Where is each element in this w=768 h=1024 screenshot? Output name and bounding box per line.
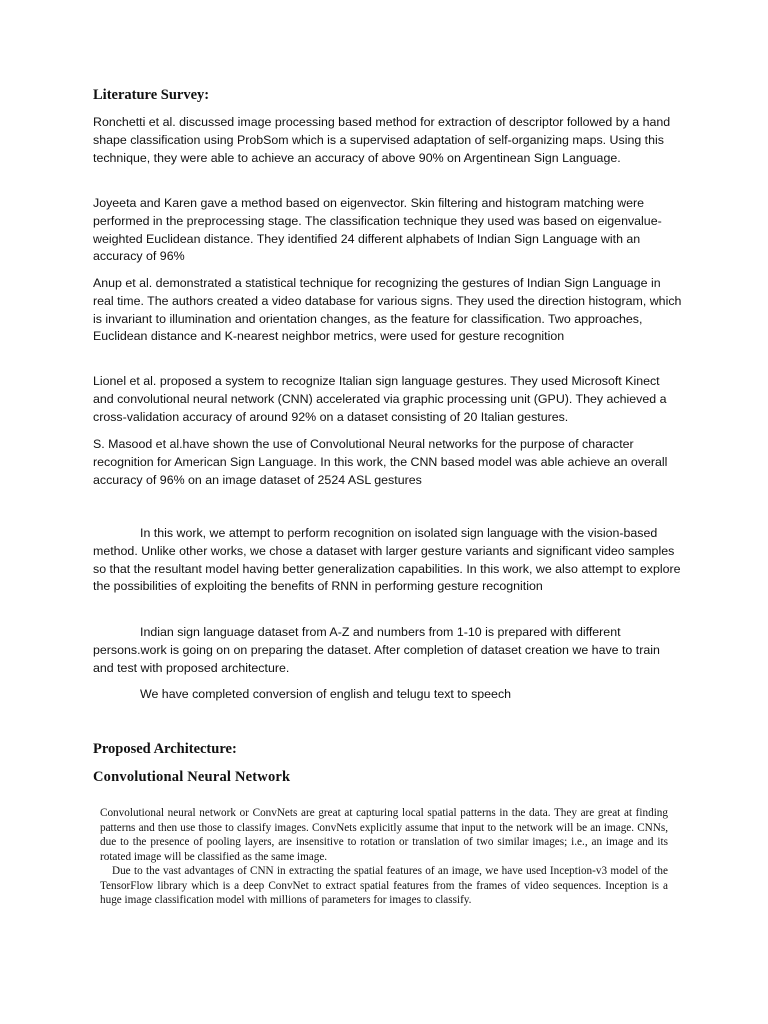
cnn-paragraph-intro: Convolutional neural network or ConvNets are great at capturing local spatial patterns in the data. They are great at finding patterns and then use those to classify images. ConvNets explicitly assume that input to the network will be an image. CNNs, due to the presence of pooling layers, are insensitive to rotation or translation of two similar images; i.e., an image and its rotated image will be classified as the same image. [100, 807, 668, 863]
work-paragraph-recognition: In this work, we attempt to perform recognition on isolated sign language with the vision-based method. Unlike other works, we chose a dataset with larger gesture variants and significant video samples so that the resultant model having better generalization capabilities. In this work, we also attempt to explore the possibilities of exploiting the benefits of RNN in performing gesture recognition [93, 526, 681, 594]
work-paragraph-dataset: Indian sign language dataset from A-Z and numbers from 1-10 is prepared with different persons.work is going on on preparing the dataset. After completion of dataset creation we have to train and test with proposed architecture. [93, 625, 660, 675]
survey-paragraph-anup: Anup et al. demonstrated a statistical technique for recognizing the gestures of Indian Sign Language in real time. The authors created a video database for various signs. They used the direction histogram, which is invariant to illumination and orientation changes, as the feature for classification. Two approaches, Euclidean distance and K-nearest neighbor metrics, were used for gesture recognition [93, 276, 682, 344]
survey-paragraph-ronchetti: Ronchetti et al. discussed image processing based method for extraction of descriptor followed by a hand shape classification using ProbSom which is a supervised adaptation of self-organizing maps. Using this technique, they were able to achieve an accuracy of above 90% on Argentinean Sign Language. [93, 115, 671, 165]
cnn-subheading: Convolutional Neural Network [93, 769, 291, 785]
survey-paragraph-masood: S. Masood et al.have shown the use of Convolutional Neural networks for the purpose of character recognition for American Sign Language. In this work, the CNN based model was able achieve an overall accuracy of 96% on an image dataset of 2524 ASL gestures [93, 437, 668, 487]
work-paragraph-tts: We have completed conversion of english and telugu text to speech [140, 687, 512, 701]
cnn-paragraph-inception: Due to the vast advantages of CNN in extracting the spatial features of an image, we have used Inception-v3 model of the TensorFlow library which is a deep ConvNet to extract spatial features from the frames of video sequences. Inception is a huge image classification model with millions of parameters for images to classify. [100, 865, 668, 907]
survey-paragraph-joyeeta: Joyeeta and Karen gave a method based on eigenvector. Skin filtering and histogram matching were performed in the preprocessing stage. The classification technique they used was based on eigenvalue-weighted Euclidean distance. They identified 24 different alphabets of Indian Sign Language with an accuracy of 96% [93, 196, 662, 264]
survey-paragraph-lionel: Lionel et al. proposed a system to recognize Italian sign language gestures. They used Microsoft Kinect and convolutional neural network (CNN) accelerated via graphic processing unit (GPU). They achieved a cross-validation accuracy of around 92% on a dataset consisting of 20 Italian gestures. [93, 374, 667, 424]
literature-survey-heading: Literature Survey: [93, 87, 210, 103]
proposed-architecture-heading: Proposed Architecture: [93, 741, 237, 757]
